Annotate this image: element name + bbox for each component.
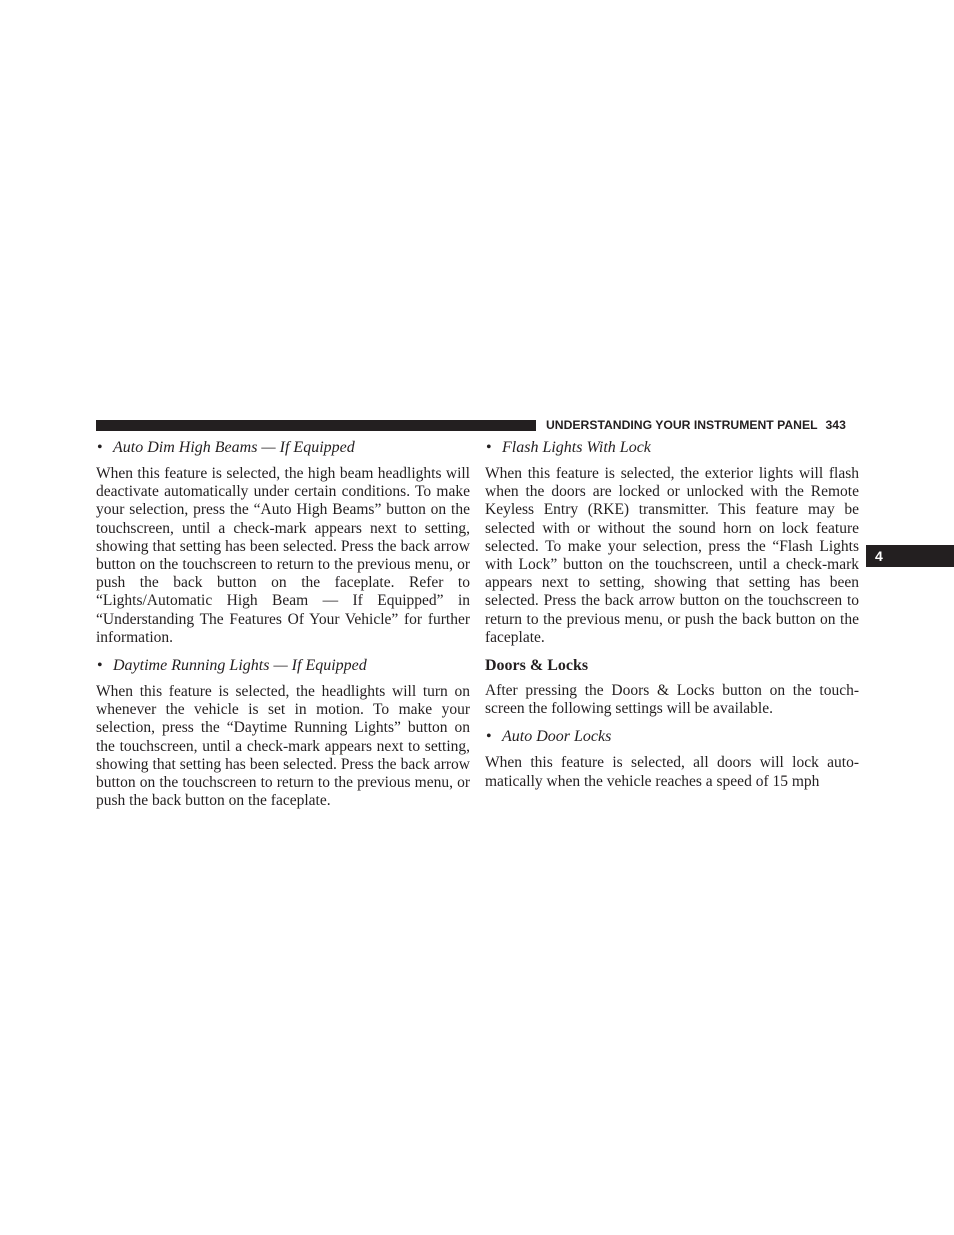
bullet-heading xyxy=(96,437,470,459)
section-subheading: Doors & Locks xyxy=(485,657,589,675)
body-paragraph: When this feature is selected, the headlights will turn on whenever the vehicle is set in motion. To make your selection, press the “Daytime Running Lights” button on the touchscreen, until a check-mark appears next to setting, showing that setting has been selected. Press the back arrow button on the touchscreen to return to the previous menu, or push the back button on the faceplate. xyxy=(96,683,470,810)
bullet-heading-text: Flash Lights With Lock xyxy=(502,439,651,456)
bullet-glyph: • xyxy=(486,728,492,746)
left-column xyxy=(96,437,470,818)
header-rule-bar xyxy=(96,420,536,431)
bullet-glyph: • xyxy=(486,439,492,456)
bullet-heading xyxy=(485,437,859,459)
body-paragraph: When this feature is selected, all doors will lock auto-matically when the vehicle reaches a speed of 15 mph xyxy=(485,754,859,790)
bullet-heading xyxy=(96,655,470,677)
bullet-heading xyxy=(485,726,859,748)
body-paragraph: After pressing the Doors & Locks button on the touch-screen the following settings will be available. xyxy=(485,682,859,718)
bullet-heading-text: Auto Dim High Beams — If Equipped xyxy=(113,439,355,456)
chapter-tab: 4 xyxy=(866,545,954,567)
running-header xyxy=(546,417,858,433)
bullet-glyph: • xyxy=(97,439,103,456)
right-column xyxy=(485,437,859,799)
body-paragraph: When this feature is selected, the high beam headlights will deactivate automatically under certain conditions. To make your selection, press the “Auto High Beams” button on the touchscreen, until a check-mark appears next to setting, showing that setting has been selected. Press the back arrow button on the touchscreen to return to the previous menu, or push the back button on the faceplate. Refer to “Lights/Automatic High Beam — If Equipped” in “Understanding The Features Of Your Vehicle” for further information. xyxy=(96,465,470,646)
bullet-glyph: • xyxy=(97,657,103,675)
bullet-heading-text: Auto Door Locks xyxy=(502,728,612,746)
body-paragraph: When this feature is selected, the exterior lights will flash when the doors are locked or unlocked with the Remote Keyless Entry (RKE) transmitter. This feature may be selected with or without the sound horn on lock feature selected. To make your selection, press the “Flash Lights with Lock” button on the touchscreen, until a check-mark appears next to setting, showing that setting has been selected. Press the back arrow button on the touchscreen to return to the previous menu, or push the back button on the faceplate. xyxy=(485,465,859,646)
page-number: 343 xyxy=(825,418,846,432)
section-title: UNDERSTANDING YOUR INSTRUMENT PANEL xyxy=(546,418,818,432)
bullet-heading-text: Daytime Running Lights — If Equipped xyxy=(113,657,367,675)
